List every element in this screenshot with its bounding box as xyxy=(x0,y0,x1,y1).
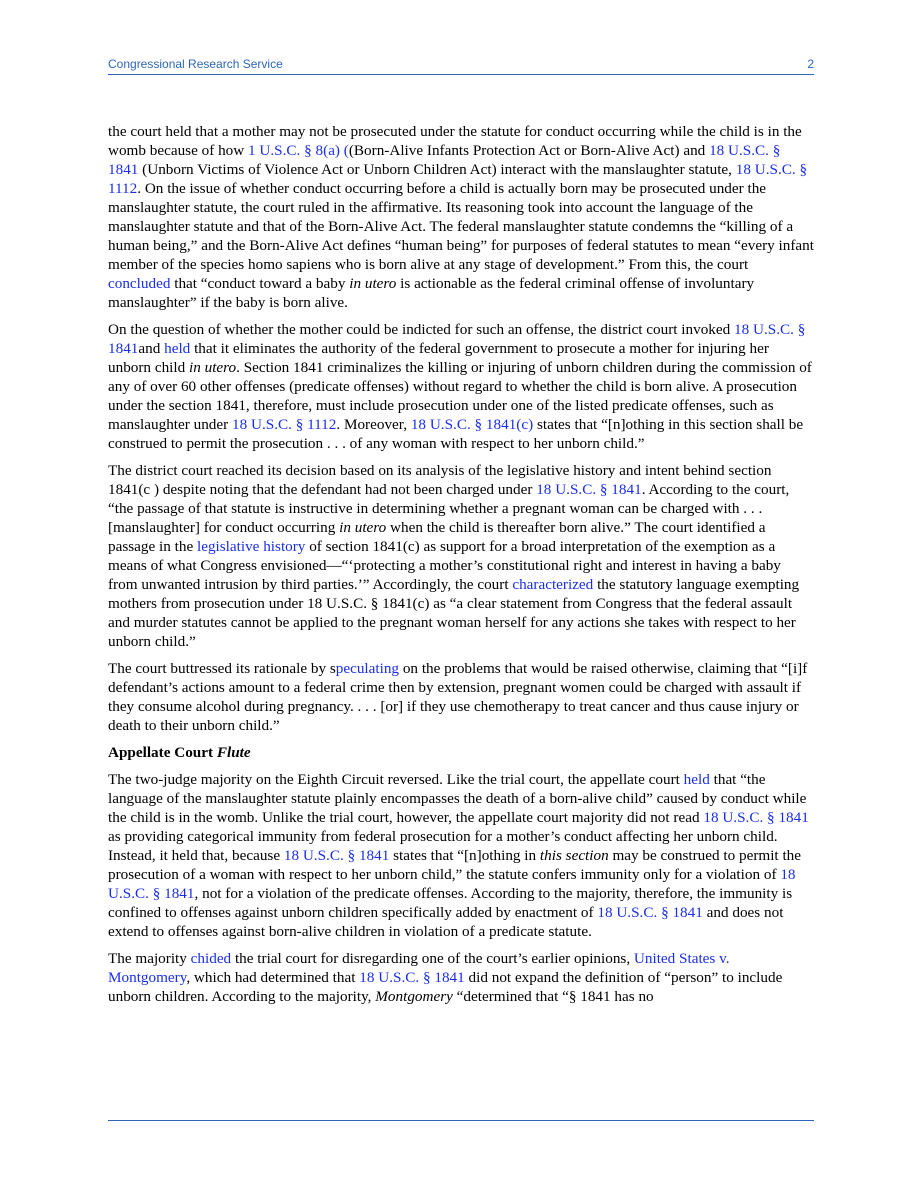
text: and xyxy=(138,340,165,357)
text: of section 1841(c) as support for a broad interpretation of the exemption as a means of what Congress envisioned—“‘protecting a mother’s constitutional right and interest in having a baby from unwanted intrusion by third parties.’” Accordingly, the court xyxy=(108,538,781,593)
text: “determined that “§ 1841 has no xyxy=(452,988,654,1005)
link-united-states-v-montgomery[interactable]: United States v. Montgomery xyxy=(108,950,730,986)
text: . Moreover, xyxy=(336,416,411,433)
text: did not expand the definition of “person” to include unborn children. According to the majority, xyxy=(108,969,783,1005)
link-18-usc-1112[interactable]: 18 U.S.C. § 1112 xyxy=(232,416,337,433)
text: on the problems that would be raised otherwise, claiming that “[i]f defendant’s actions amount to a federal crime then by extension, pregnant women could be charged with assault if they consume alcohol during pregnancy. . . . [or] if they use chemotherapy to treat cancer and thus cause injury or death to their unborn child.” xyxy=(108,660,808,734)
link-held[interactable]: held xyxy=(164,340,191,357)
link-18-usc-1841[interactable]: 18 U.S.C. § 1841 xyxy=(359,969,465,986)
text: , not for a violation of the predicate offenses. According to the majority, therefore, the immunity is confined to offenses against unborn children specifically added by enactment of xyxy=(108,885,793,921)
header-divider xyxy=(108,74,814,75)
text: states that “[n]othing in xyxy=(389,847,540,864)
text: when the child is thereafter born alive.” The court identified a passage in the xyxy=(108,519,766,555)
text: and does not extend to offenses against born-alive children in violation of a predicate statute. xyxy=(108,904,784,940)
paragraph-4 xyxy=(108,659,814,735)
heading-italic: Flute xyxy=(216,744,251,761)
text: as providing categorical immunity from federal prosecution for a mother’s conduct affecting her unborn child. Instead, it held that, because xyxy=(108,828,778,864)
text: The court buttressed its rationale by s xyxy=(108,660,336,677)
link-speculating[interactable]: peculating xyxy=(335,660,400,677)
paragraph-1 xyxy=(108,122,814,312)
text: The district court reached its decision based on its analysis of the legislative history and intent behind section 1841(c ) despite noting that the defendant had not been charged under xyxy=(108,462,772,498)
link-18-usc-1841[interactable]: 18 U.S.C. § 1841 xyxy=(108,142,781,178)
text: . Section 1841 criminalizes the killing or injuring of unborn children during the commission of any of over 60 other offenses (predicate offenses) without regard to whether the child is born alive. A prosecution under the section 1841, therefore, must include prosecution under one of the listed predicate offenses, such as manslaughter under xyxy=(108,359,812,433)
text: is actionable as the federal criminal offense of involuntary manslaughter” if the baby is born alive. xyxy=(108,275,755,311)
paragraph-2 xyxy=(108,320,814,453)
paragraph-3 xyxy=(108,461,814,651)
page-header xyxy=(108,57,814,71)
link-18-usc-1841[interactable]: 18 U.S.C. § 1841 xyxy=(536,481,642,498)
text: that it eliminates the authority of the federal government to prosecute a mother for injuring her unborn child xyxy=(108,340,769,376)
text: On the question of whether the mother could be indicted for such an offense, the district court invoked xyxy=(108,321,735,338)
text: states that “[n]othing in this section shall be construed to permit the prosecution . . . of any woman with respect to her unborn child.” xyxy=(108,416,804,452)
italic-text: in utero xyxy=(349,275,397,292)
text: , which had determined that xyxy=(186,969,360,986)
section-heading xyxy=(108,743,814,762)
page-number: 2 xyxy=(807,57,814,71)
link-18-usc-1841[interactable]: 18 U.S.C. § 1841 xyxy=(597,904,703,921)
text: . On the issue of whether conduct occurring before a child is actually born may be prosecuted under the manslaughter statute, the court ruled in the affirmative. Its reasoning took into account the language of the manslaughter statute and that of the Born-Alive Act. The federal manslaughter statute condemns the “killing of a human being,” and the Born-Alive Act defines “human being” for purposes of federal statutes to mean “every infant member of the species homo sapiens who is born alive at any stage of development.” From this, the court xyxy=(108,180,814,273)
link-18-usc-1112[interactable]: 18 U.S.C. § 1112 xyxy=(108,161,808,197)
text: the court held that a mother may not be prosecuted under the statute for conduct occurring while the child is in the womb because of how xyxy=(108,123,802,159)
link-18-usc-1841[interactable]: 18 U.S.C. § 1841 xyxy=(108,866,796,902)
text: The two-judge majority on the Eighth Circuit reversed. Like the trial court, the appellate court xyxy=(108,771,684,788)
text: the trial court for disregarding one of the court’s earlier opinions, xyxy=(231,950,634,967)
link-legislative-history[interactable]: legislative history xyxy=(197,538,306,555)
link-concluded[interactable]: concluded xyxy=(108,275,171,292)
text: (Unborn Victims of Violence Act or Unborn Children Act) interact with the manslaughter statute, xyxy=(138,161,736,178)
link-18-usc-1841[interactable]: 18 U.S.C. § 1841 xyxy=(108,321,806,357)
document-body xyxy=(108,122,814,1014)
link-chided[interactable]: chided xyxy=(190,950,232,967)
text: The majority xyxy=(108,950,191,967)
italic-text: this section xyxy=(539,847,609,864)
link-1-usc-8a[interactable]: 1 U.S.C. § 8(a) ( xyxy=(248,142,349,159)
italic-text: in utero xyxy=(189,359,237,376)
link-held[interactable]: held xyxy=(683,771,710,788)
link-18-usc-1841[interactable]: 18 U.S.C. § 1841 xyxy=(703,809,809,826)
text: that “the language of the manslaughter statute plainly encompasses the death of a born-alive child” caused by conduct while the child is in the womb. Unlike the trial court, however, the appellate court majority did not read xyxy=(108,771,807,826)
paragraph-6 xyxy=(108,949,814,1006)
italic-text: in utero xyxy=(339,519,387,536)
text: may be construed to permit the prosecution of a woman with respect to her unborn child,” the statute confers immunity only for a violation of xyxy=(108,847,802,883)
italic-text: Montgomery xyxy=(375,988,453,1005)
link-18-usc-1841c[interactable]: 18 U.S.C. § 1841(c) xyxy=(410,416,534,433)
header-title: Congressional Research Service xyxy=(108,57,283,71)
footer-divider xyxy=(108,1120,814,1121)
text: the statutory language exempting mothers from prosecution under 18 U.S.C. § 1841(c) as “a clear statement from Congress that the federal assault and murder statutes cannot be applied to the pregnant woman herself for any actions she takes with respect to her unborn child.” xyxy=(108,576,800,650)
paragraph-5 xyxy=(108,770,814,941)
text: . According to the court, “the passage of that statute is instructive in determining whether a pregnant woman can be charged with . . . [manslaughter] for conduct occurring xyxy=(108,481,790,536)
link-18-usc-1841[interactable]: 18 U.S.C. § 1841 xyxy=(283,847,390,864)
text: that “conduct toward a baby xyxy=(170,275,350,292)
heading-text: Appellate Court xyxy=(108,744,217,761)
text: (Born-Alive Infants Protection Act or Born-Alive Act) and xyxy=(348,142,710,159)
link-characterized[interactable]: characterized xyxy=(512,576,594,593)
